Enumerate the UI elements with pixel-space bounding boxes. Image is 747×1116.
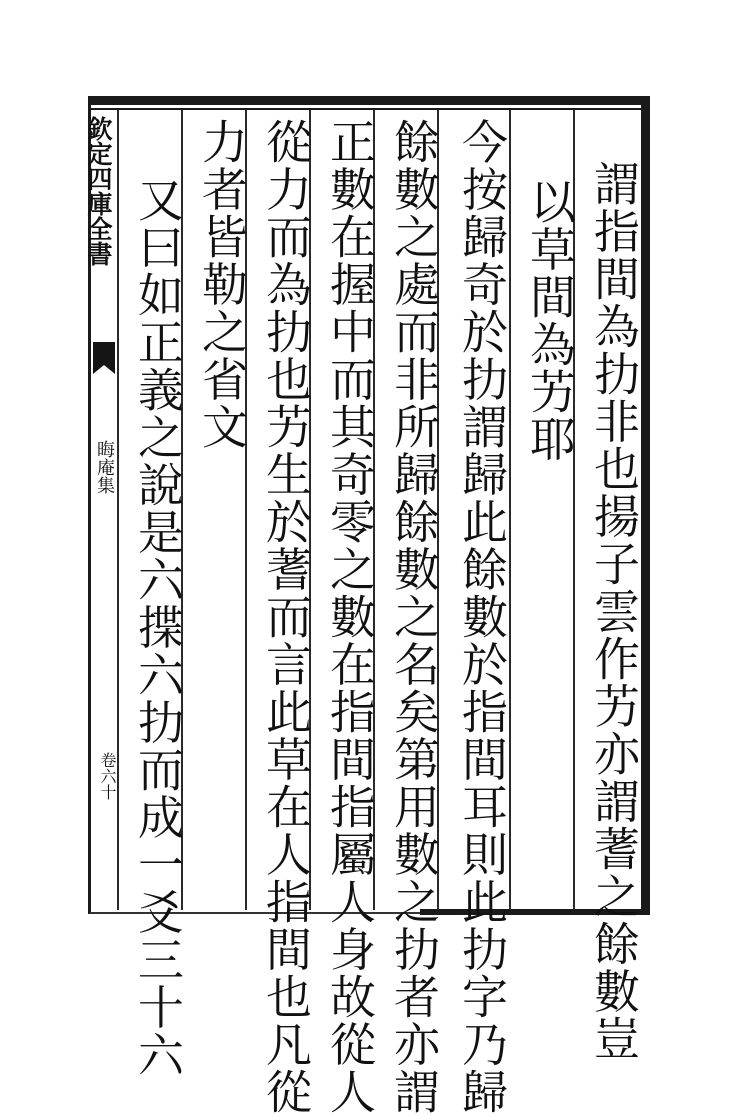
margin-book-title: 欽定四庫全書 (84, 116, 113, 266)
fishtail-mark-icon (93, 342, 115, 374)
text-column-5: 正數在握中而其奇零之數在指間指屬人身故從人 (323, 118, 377, 1116)
text-column-3: 今按歸奇於扐謂歸此餘數於指間耳則此扐字乃歸 (455, 118, 509, 1116)
frame-top-inner-border (90, 108, 650, 110)
text-column-1: 謂指間為扐非也揚子雲作艻亦謂蓍之餘數豈 (587, 160, 641, 1063)
column-divider (117, 110, 119, 910)
text-column-4: 餘數之處而非所歸餘數之名矣第用數之扐者亦謂 (387, 118, 441, 1116)
page-margin (84, 110, 117, 910)
margin-page-number: 卷六十 (98, 752, 117, 800)
margin-collection-title: 晦庵集 (94, 440, 115, 494)
text-column-7: 力者皆勒之省文 (195, 118, 249, 451)
text-column-2: 以草間為艻耶 (523, 178, 577, 463)
text-column-8: 又曰如正義之說是六揲六扐而成一爻三十六 (131, 176, 185, 1079)
frame-top-border (90, 96, 650, 105)
text-column-6: 從力而為扐也艻生於蓍而言此草在人指間也凡從 (259, 118, 313, 1116)
